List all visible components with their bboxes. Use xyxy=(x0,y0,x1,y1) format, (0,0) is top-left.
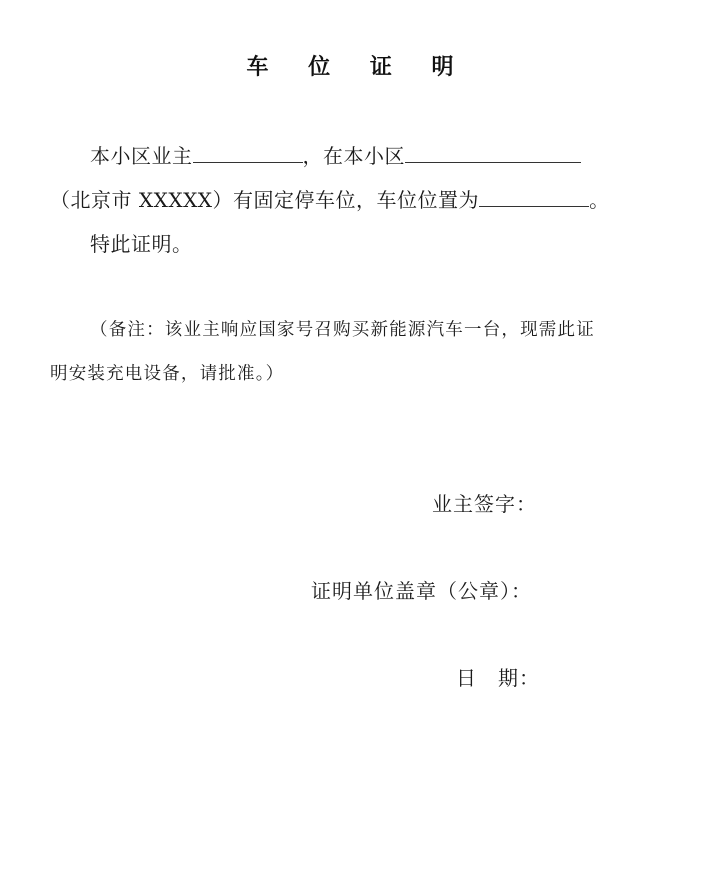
parking-position-blank[interactable] xyxy=(479,190,589,207)
community-label: ，在本小区 xyxy=(302,144,405,168)
certify-text: 特此证明。 xyxy=(90,232,193,256)
owner-signature-label: 业主签字： xyxy=(432,492,537,516)
date-label: 日 期： xyxy=(456,666,540,690)
document-title: 车 位 证 明 xyxy=(246,54,470,80)
paragraph-line-1 xyxy=(90,140,581,169)
paragraph-line-2 xyxy=(50,184,610,213)
period-mark: 。 xyxy=(589,188,610,212)
owner-name-blank[interactable] xyxy=(193,146,303,163)
community-name-blank[interactable] xyxy=(405,146,581,163)
note-line-2: 明安装充电设备，请批准。） xyxy=(50,364,285,384)
note-line-1: （备注：该业主响应国家号召购买新能源汽车一台，现需此证 xyxy=(90,320,595,340)
stamp-label: 证明单位盖章（公章）： xyxy=(311,579,532,603)
parking-location-label: （北京市 XXXXX）有固定停车位，车位位置为 xyxy=(50,188,480,212)
owner-label: 本小区业主 xyxy=(90,144,193,168)
